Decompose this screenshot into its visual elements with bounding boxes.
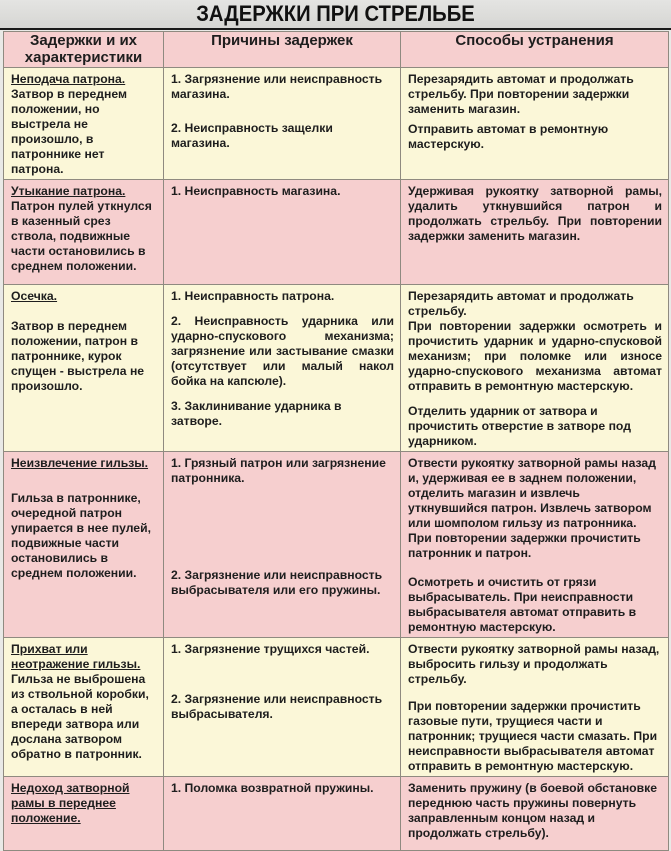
remedy-item: Осмотреть и очистить от грязи выбрасыватель. При неисправности выбрасывателя автомат отправить в ремонтную мастерскую. xyxy=(408,575,637,634)
table-row xyxy=(4,68,669,180)
table-row xyxy=(4,452,669,638)
table-row xyxy=(4,285,669,452)
table-row xyxy=(4,777,669,851)
remedy-item: Отвести рукоятку затворной рамы назад, выбросить гильзу и продолжать стрельбу. xyxy=(408,642,660,686)
title-bar xyxy=(0,0,671,30)
causes-cell xyxy=(164,285,401,452)
remedies-cell xyxy=(401,180,669,285)
cause-item: 1. Неисправность патрона. xyxy=(171,289,335,303)
delay-cell xyxy=(4,285,164,452)
causes-cell xyxy=(164,452,401,638)
table-row xyxy=(4,638,669,777)
causes-cell xyxy=(164,638,401,777)
cause-item: 1. Загрязнение или неисправность магазина. xyxy=(171,72,383,101)
delay-name: Неподача патрона. xyxy=(11,72,126,86)
delay-cell xyxy=(4,452,164,638)
delay-cell xyxy=(4,777,164,851)
remedies-cell xyxy=(401,68,669,180)
remedy-item: Перезарядить автомат и продолжать стрельбу. При повторении задержки заменить магазин. xyxy=(408,72,634,116)
causes-cell xyxy=(164,777,401,851)
delay-description: Гильза не выброшена из ствольной коробки, а осталась в ней впереди затвора или дослана затвором обратно в патронник. xyxy=(11,672,149,761)
remedy-item: Удерживая рукоятку затворной рамы, удалить уткнувшийся патрон и продолжать стрельбу. При повторении задержки заменить магазин. xyxy=(408,184,662,243)
delay-name: Утыкание патрона. xyxy=(11,184,126,198)
cause-item: 2. Загрязнение или неисправность выбрасывателя или его пружины. xyxy=(171,568,383,597)
causes-cell xyxy=(164,180,401,285)
remedy-item: Перезарядить автомат и продолжать стрельбу. xyxy=(408,289,634,318)
delay-description: Затвор в переднем положении, но выстрела не произошло, в патроннике нет патрона. xyxy=(11,87,127,176)
header-remedies: Способы устранения xyxy=(401,32,669,68)
cause-item: 3. Заклинивание ударника в затворе. xyxy=(171,399,342,428)
cause-item: 1. Грязный патрон или загрязнение патронника. xyxy=(171,456,386,485)
delay-description: Затвор в переднем положении, патрон в патроннике, курок спущен - выстрела не произошло. xyxy=(11,319,145,393)
header-delays: Задержки и их характеристики xyxy=(4,32,164,68)
causes-cell xyxy=(164,68,401,180)
delays-table xyxy=(3,31,669,851)
remedy-item: Отправить автомат в ремонтную мастерскую. xyxy=(408,122,609,151)
cause-item: 2. Неисправность ударника или ударно-спускового механизма; загрязнение или застывание смазки (отсутствует или малый накол бойка на капсюле). xyxy=(171,314,394,388)
cause-item: 1. Загрязнение трущихся частей. xyxy=(171,642,370,656)
page-title: ЗАДЕРЖКИ ПРИ СТРЕЛЬБЕ xyxy=(196,1,475,26)
remedy-item: Отвести рукоятку затворной рамы назад и, удерживая ее в заднем положении, отделить магазин и извлечь уткнувшийся патрон. Извлечь затвором или шомполом гильзу из патронника. При повторении задержки прочистить патронник и патрон. xyxy=(408,456,656,560)
header-causes: Причины задержек xyxy=(164,32,401,68)
delay-name: Недоход затворной рамы в переднее положение. xyxy=(11,781,130,825)
delay-name: Осечка. xyxy=(11,289,58,303)
remedies-cell xyxy=(401,452,669,638)
table-header xyxy=(4,32,669,68)
remedy-item: При повторении задержки осмотреть и прочистить ударник и ударно-спусковой механизм; при поломке или износе ударно-спускового механизма автомат отправить в ремонтную мастерскую. xyxy=(408,319,662,393)
remedies-cell xyxy=(401,638,669,777)
remedy-item: Отделить ударник от затвора и прочистить отверстие в затворе под ударником. xyxy=(408,404,631,448)
remedy-item: Заменить пружину (в боевой обстановке переднюю часть пружины повернуть заправленным концом назад и продолжать стрельбу). xyxy=(408,781,657,840)
remedies-cell xyxy=(401,285,669,452)
delay-cell xyxy=(4,638,164,777)
cause-item: 2. Неисправность защелки магазина. xyxy=(171,121,333,150)
remedy-item: При повторении задержки прочистить газовые пути, трущиеся части и патронник; трущиеся части смазать. При неисправности выбрасывателя автомат отправить в ремонтную мастерскую. xyxy=(408,699,658,773)
cause-item: 2. Загрязнение или неисправность выбрасывателя. xyxy=(171,692,383,721)
delay-description: Гильза в патроннике, очередной патрон упирается в нее пулей, подвижные части остановились в среднем положении. xyxy=(11,491,151,580)
cause-item: 1. Поломка возвратной пружины. xyxy=(171,781,374,795)
delay-cell xyxy=(4,68,164,180)
remedies-cell xyxy=(401,777,669,851)
delay-description: Патрон пулей уткнулся в казенный срез ствола, подвижные части остановились в среднем положении. xyxy=(11,199,152,273)
delay-name: Неизвлечение гильзы. xyxy=(11,456,149,470)
delay-name: Прихват или неотражение гильзы. xyxy=(11,642,141,671)
table-row xyxy=(4,180,669,285)
cause-item: 1. Неисправность магазина. xyxy=(171,184,341,198)
delay-cell xyxy=(4,180,164,285)
